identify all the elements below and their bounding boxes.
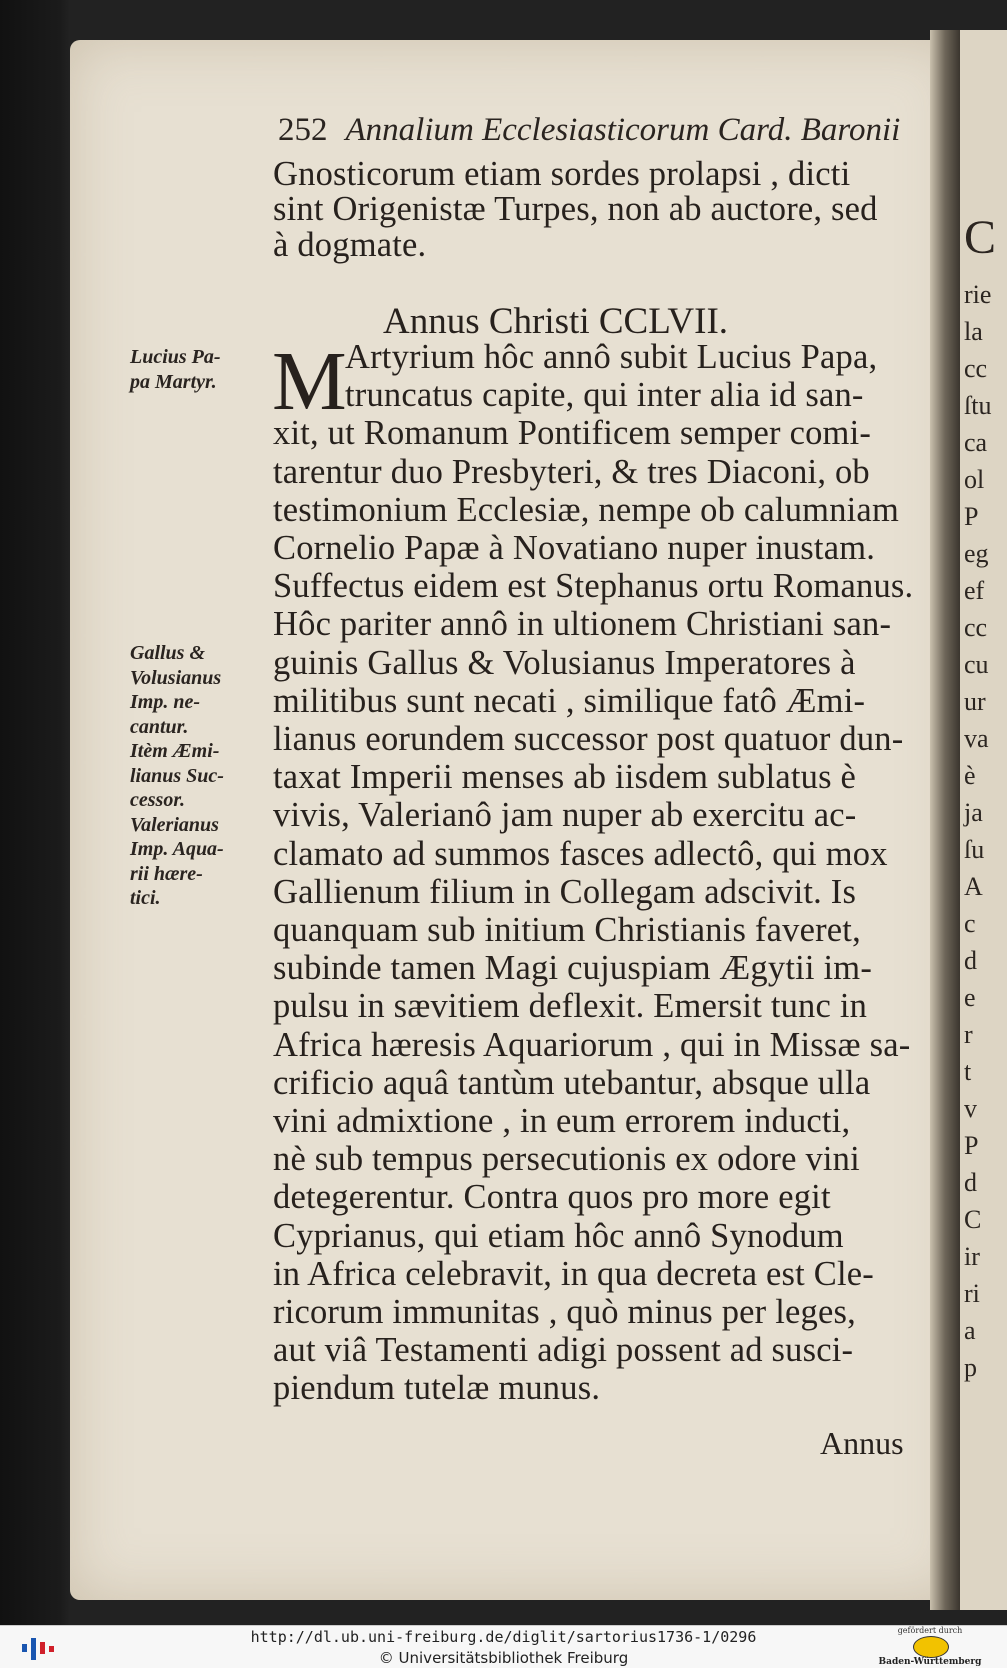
running-title: Annalium Ecclesiasticorum Card. Baronii (345, 112, 901, 148)
marginal-note-line: rii hære- (130, 862, 203, 885)
catchword: Annus (820, 1425, 904, 1461)
next-page-fragment: C (964, 1205, 982, 1234)
next-page-fragment: r (964, 1020, 973, 1049)
marginal-note-line: Volusianus (130, 666, 222, 689)
intro-line: sint Origenistæ Turpes, non ab auctore, sed (273, 190, 878, 228)
body-line: clamato ad summos fasces adlectô, qui mox (273, 835, 888, 873)
next-page-fragment: cu (964, 650, 989, 679)
body-line: militibus sunt necati , similique fatô Æmi- (273, 682, 866, 720)
next-page-fragment: P (964, 1131, 979, 1160)
sponsor-name: Baden-Württemberg (878, 1657, 982, 1667)
marginal-note-line: cantur. (130, 715, 189, 738)
copyright-notice: © Universitätsbibliothek Freiburg (378, 1649, 629, 1667)
next-page-fragment: ſtu (964, 391, 992, 420)
running-header (278, 112, 918, 149)
next-page-fragment: d (964, 946, 977, 975)
next-page-fragment: P (964, 502, 979, 531)
page-number: 252 (278, 112, 328, 148)
next-page-fragment: ef (964, 576, 985, 605)
next-page-fragment: p (964, 1353, 977, 1382)
next-page-fragment: t (964, 1057, 972, 1086)
marginal-note-line: tici. (130, 887, 161, 909)
next-page-fragment: d (964, 1168, 977, 1197)
next-page-fragment: cc (964, 354, 988, 383)
next-page-fragment: e (964, 983, 976, 1012)
body-line: Artyrium hôc annô subit Lucius Papa, (345, 338, 878, 376)
body-line: guinis Gallus & Volusianus Imperatores à (273, 644, 856, 682)
body-line: pulsu in sævitiem deflexit. Emersit tunc in (273, 987, 868, 1025)
marginal-note-line: Gallus & (130, 642, 206, 664)
body-line: aut viâ Testamenti adigi possent ad susci- (273, 1331, 854, 1369)
marginal-note-line: Imp. ne- (130, 691, 200, 713)
next-page-fragment: cc (964, 613, 988, 642)
body-line: Cyprianus, qui etiam hôc annô Synodum (273, 1217, 844, 1255)
year-heading: Annus Christi CCLVII. (383, 301, 729, 342)
body-line: detegerentur. Contra quos pro more egit (273, 1178, 831, 1216)
next-page-fragment: a (964, 1316, 976, 1345)
next-page-fragment: ca (964, 428, 988, 457)
body-line: Hôc pariter annô in ultionem Christiani san- (273, 605, 892, 643)
sponsor-block (875, 1626, 1007, 1668)
next-page-fragment: ir (964, 1242, 980, 1271)
next-page-fragment: va (964, 724, 989, 753)
next-page-fragment: v (964, 1094, 977, 1123)
body-line: subinde tamen Magi cujuspiam Ægytii im- (273, 949, 873, 987)
body-line: nè sub tempus persecutionis ex odore vini (273, 1140, 860, 1178)
next-page-fragment: ja (964, 798, 983, 827)
drop-cap: M (272, 335, 347, 428)
viewer-footer (0, 1625, 1007, 1668)
marginal-note-line: pa Martyr. (130, 370, 217, 393)
intro-line: à dogmate. (273, 226, 427, 264)
body-line: vivis, Valerianô jam nuper ab exercitu ac- (273, 796, 857, 834)
marginal-note-line: Imp. Aqua- (130, 838, 224, 860)
next-page-fragment: ur (964, 687, 986, 716)
body-line: Suffectus eidem est Stephanus ortu Romanus. (273, 567, 914, 605)
body-line: tarentur duo Presbyteri, & tres Diaconi, ob (273, 453, 870, 491)
book-gutter (930, 30, 960, 1610)
next-page-fragment: ol (964, 465, 985, 494)
next-page-fragment: la (964, 317, 983, 346)
next-page-fragment: ſu (964, 835, 985, 864)
marginal-note-line: Lucius Pa- (130, 346, 221, 368)
next-page-fragment: c (964, 909, 976, 938)
body-line: piendum tutelæ munus. (273, 1369, 601, 1407)
body-line: crificio aquâ tantùm utebantur, absque ulla (273, 1064, 871, 1102)
body-line: testimonium Ecclesiæ, nempe ob calumniam (273, 491, 899, 529)
next-page-fragment: ri (964, 1279, 980, 1308)
body-line: xit, ut Romanum Pontificem semper comi- (273, 414, 872, 452)
body-line: taxat Imperii menses ab iisdem sublatus è (273, 758, 857, 796)
body-line: Cornelio Papæ à Novatiano nuper inustam. (273, 529, 876, 567)
marginal-note-line: Itèm Æmi- (130, 740, 220, 762)
next-page-edge (960, 30, 1007, 1610)
next-page-fragment: A (964, 872, 983, 901)
body-line: in Africa celebravit, in qua decreta est Cle- (273, 1255, 874, 1293)
next-page-fragment: C (964, 211, 997, 264)
next-page-fragment: eg (964, 539, 989, 568)
body-line: truncatus capite, qui inter alia id san- (345, 376, 864, 414)
body-line: lianus eorundem successor post quatuor dun- (273, 720, 904, 758)
sponsor-label: gefördert durch (897, 1626, 963, 1635)
marginal-note-line: Valerianus (130, 813, 219, 836)
next-page-fragment: è (964, 761, 976, 790)
intro-line: Gnosticorum etiam sordes prolapsi , dicti (273, 155, 851, 193)
body-line: Gallienum filium in Collegam adscivit. Is (273, 873, 857, 911)
marginal-note-line: lianus Suc- (130, 764, 224, 787)
next-page-fragment: rie (964, 280, 992, 309)
body-line: ricorum immunitas , quò minus per leges, (273, 1293, 856, 1331)
permalink-url[interactable]: http://dl.ub.uni-freiburg.de/diglit/sartorius1736-1/0296 (250, 1628, 757, 1646)
marginal-note-line: cessor. (130, 789, 185, 811)
state-seal-icon (913, 1636, 949, 1658)
body-line: vini admixtione , in eum errorem inducti, (273, 1102, 851, 1140)
body-line: Africa hæresis Aquariorum , qui in Missæ sa- (273, 1026, 911, 1064)
body-line: quanquam sub initium Christianis faveret, (273, 911, 861, 949)
